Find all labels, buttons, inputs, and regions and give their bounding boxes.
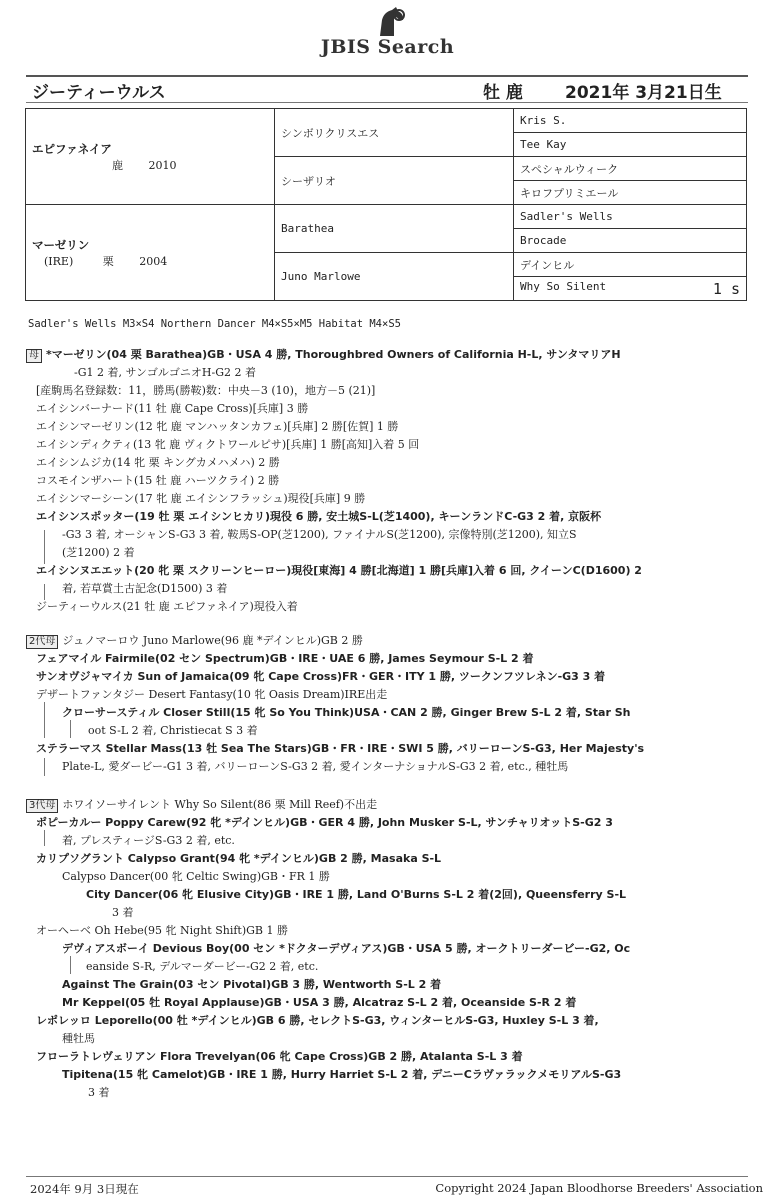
sire-name[interactable]: エピファネイア (32, 141, 112, 156)
g2-vbar-2 (70, 720, 71, 738)
g2-line-5: oot S-L 2 着, Christiecat S 3 着 (88, 724, 258, 737)
site-logo[interactable] (0, 6, 775, 58)
dam-line-12: エイシンヌエエット(20 牝 栗 スクリーンヒーロー)現役[東海] 4 勝[北海道] 1 勝[兵庫]入着 6 回, クイーンC(D1600) 2 (36, 564, 642, 577)
dam-name[interactable]: マーゼリン (32, 237, 90, 252)
birth-date: 2021年 3月21日生 (565, 83, 722, 103)
g3-line-7: オーヘーベ Oh Hebe(95 牝 Night Shift)GB 1 勝 (36, 924, 289, 937)
pedigree-table (25, 108, 747, 301)
g3-cell-4[interactable]: キロフプリミエール (514, 181, 747, 205)
sire-cell (26, 109, 275, 205)
g2-vbar-3 (44, 758, 45, 776)
sire-color: 鹿 (112, 158, 123, 172)
dam-line-0: *マーゼリン(04 栗 Barathea)GB・USA 4 勝, Thoroughbred Owners of California H-L, サンタマリアH (46, 348, 621, 361)
second-dam-tag: 2代母 (26, 635, 58, 649)
g3-cell-6[interactable]: Brocade (514, 229, 747, 253)
g3-line-11: Mr Keppel(05 牡 Royal Applause)GB・USA 3 勝, Alcatraz S-L 2 着, Oceanside S-R 2 着 (62, 996, 577, 1009)
dam-line-10: -G3 3 着, オーシャンS-G3 3 着, 鞍馬S-OP(芝1200), ファイナルS(芝1200), 宗像特別(芝1200), 知立S (62, 528, 577, 541)
dam-line-11: (芝1200) 2 着 (62, 546, 135, 559)
g3-vbar-1 (44, 830, 45, 846)
g3-line-16: 3 着 (88, 1086, 110, 1099)
dam-info (32, 253, 268, 269)
dam-color: 栗 (102, 254, 114, 268)
g3-line-6: 3 着 (112, 906, 134, 919)
g3-line-9: eanside S-R, デルマーダービー-G2 2 着, etc. (86, 960, 319, 973)
g2-line-4: クローサースティル Closer Still(15 牝 So You Think)USA・CAN 2 勝, Ginger Brew S-L 2 着, Star Sh (62, 706, 631, 719)
g2-line-6: ステラーマス Stellar Mass(13 牡 Sea The Stars)GB・FR・IRE・SWI 5 勝, バリーローンS-G3, Her Majesty's (36, 742, 645, 755)
inbreeding-line: Sadler's Wells M3×S4 Northern Dancer M4×S5×M5 Habitat M4×S5 (28, 318, 401, 330)
g2-cell-4[interactable]: Juno Marlowe (275, 253, 514, 301)
dam-line-7: コスモインザハート(15 牡 鹿 ハーツクライ) 2 勝 (36, 474, 280, 487)
dam-vbar-2 (44, 584, 45, 600)
dam-line-2: [産駒馬名登録数：11，勝馬(勝鞍)数：中央－3 (10)，地方－5 (21)] (36, 384, 376, 397)
footer-copyright: Copyright 2024 Japan Bloodhorse Breeders' Association (435, 1181, 763, 1195)
dam-line-9: エイシンスポッター(19 牡 栗 エイシンヒカリ)現役 6 勝, 安土城S-L(芝1400), キーンランドC-G3 2 着, 京阪杯 (36, 510, 602, 523)
sex-color: 牡 鹿 (483, 83, 523, 103)
third-dam-section (26, 796, 746, 1102)
g3-line-14: フローラトレヴェリアン Flora Trevelyan(06 牝 Cape Cross)GB 2 勝, Atalanta S-L 3 着 (36, 1050, 523, 1063)
g3-cell-3[interactable]: スペシャルウィーク (514, 157, 747, 181)
sire-info (32, 157, 268, 173)
header-rule-2 (26, 102, 748, 103)
g2-line-3: デザートファンタジー Desert Fantasy(10 牝 Oasis Dream)IRE出走 (36, 688, 388, 701)
logo-text: JBIS Search (320, 36, 455, 58)
second-dam-section (26, 632, 746, 776)
g2-line-1: フェアマイル Fairmile(02 セン Spectrum)GB・IRE・UAE 6 勝, James Seymour S-L 2 着 (36, 652, 534, 665)
dam-line-13: 着, 若草賞土古記念(D1500) 3 着 (62, 582, 228, 595)
g3-line-3: カリプソグラント Calypso Grant(94 牝 *デインヒル)GB 2 勝, Masaka S-L (36, 852, 442, 865)
dam-line-4: エイシンマーゼリン(12 牝 鹿 マンハッタンカフェ)[兵庫] 2 勝[佐賀] 1 勝 (36, 420, 399, 433)
dam-line-5: エイシンディクティ(13 牝 鹿 ヴィクトワールピサ)[兵庫] 1 勝[高知]入着 5 回 (36, 438, 420, 451)
header-rule (26, 75, 748, 77)
g3-cell-8[interactable] (514, 277, 747, 301)
g3-cell-8-name: Why So Silent (520, 279, 607, 293)
g3-line-4: Calypso Dancer(00 牝 Celtic Swing)GB・FR 1 勝 (62, 870, 330, 883)
g3-line-5: City Dancer(06 牝 Elusive City)GB・IRE 1 勝, Land O'Burns S-L 2 着(2回), Queensferry S-L (86, 888, 627, 901)
g3-cell-1[interactable]: Kris S. (514, 109, 747, 133)
g3-line-13: 種牡馬 (62, 1032, 95, 1045)
dam-line-6: エイシンムジカ(14 牝 栗 キングカメハメハ) 2 勝 (36, 456, 280, 469)
dam-tag: 母 (26, 349, 42, 363)
footer-rule (26, 1176, 748, 1177)
dam-year: 2004 (139, 254, 168, 268)
g3-line-2: 着, プレスティージS-G3 2 着, etc. (62, 834, 235, 847)
g2-cell-2[interactable]: シーザリオ (275, 157, 514, 205)
g3-line-15: Tipitena(15 牝 Camelot)GB・IRE 1 勝, Hurry Harriet S-L 2 着, デニーCラヴァラックメモリアルS-G3 (62, 1068, 622, 1081)
dam-line-8: エイシンマーシーン(17 牝 鹿 エイシンフラッシュ)現役[兵庫] 9 勝 (36, 492, 366, 505)
sire-year: 2010 (148, 158, 177, 172)
family-number: 1 s (712, 279, 740, 298)
g3-vbar-2 (70, 956, 71, 974)
dam-line-14: ジーティーウルス(21 牡 鹿 エピファネイア)現役入着 (36, 600, 298, 613)
dam-vbar-1 (44, 530, 45, 564)
third-dam-tag: 3代母 (26, 799, 58, 813)
footer-date: 2024年 9月 3日現在 (30, 1182, 139, 1196)
g3-line-0: ホワイソーサイレント Why So Silent(86 栗 Mill Reef)不出走 (62, 798, 378, 811)
horse-logo-icon (372, 6, 408, 38)
dam-section (26, 346, 746, 616)
g3-line-8: デヴィアスボーイ Devious Boy(00 セン *ドクターデヴィアス)GB・USA 5 勝, オークトリーダービー-G2, Oc (62, 942, 631, 955)
g3-cell-2[interactable]: Tee Kay (514, 133, 747, 157)
g2-line-2: サンオヴジャマイカ Sun of Jamaica(09 牝 Cape Cross)FR・GER・ITY 1 勝, ツークンフツレネン-G3 3 着 (36, 670, 606, 683)
g2-line-7: Plate-L, 愛ダービー-G1 3 着, バリーローンS-G3 2 着, 愛インターナショナルS-G3 2 着, etc., 種牡馬 (62, 760, 569, 773)
g2-cell-1[interactable]: シンボリクリスエス (275, 109, 514, 157)
g3-line-10: Against The Grain(03 セン Pivotal)GB 3 勝, Wentworth S-L 2 着 (62, 978, 442, 991)
horse-name: ジーティーウルス (32, 83, 166, 103)
dam-line-1: -G1 2 着, サンゴルゴニオH-G2 2 着 (74, 366, 257, 379)
g3-line-12: レポレッロ Leporello(00 牡 *デインヒル)GB 6 勝, セレクトS-G3, ウィンターヒルS-G3, Huxley S-L 3 着, (36, 1014, 599, 1027)
g3-line-1: ポピーカルー Poppy Carew(92 牝 *デインヒル)GB・GER 4 勝, John Musker S-L, サンチャリオットS-G2 3 (36, 816, 613, 829)
g2-cell-3[interactable]: Barathea (275, 205, 514, 253)
dam-cell (26, 205, 275, 301)
dam-line-3: エイシンバーナード(11 牡 鹿 Cape Cross)[兵庫] 3 勝 (36, 402, 309, 415)
dam-origin: (IRE) (44, 254, 74, 268)
g2-line-0: ジュノマーロウ Juno Marlowe(96 鹿 *デインヒル)GB 2 勝 (62, 634, 363, 647)
g2-vbar-1 (44, 702, 45, 738)
g3-cell-7[interactable]: デインヒル (514, 253, 747, 277)
g3-cell-5[interactable]: Sadler's Wells (514, 205, 747, 229)
